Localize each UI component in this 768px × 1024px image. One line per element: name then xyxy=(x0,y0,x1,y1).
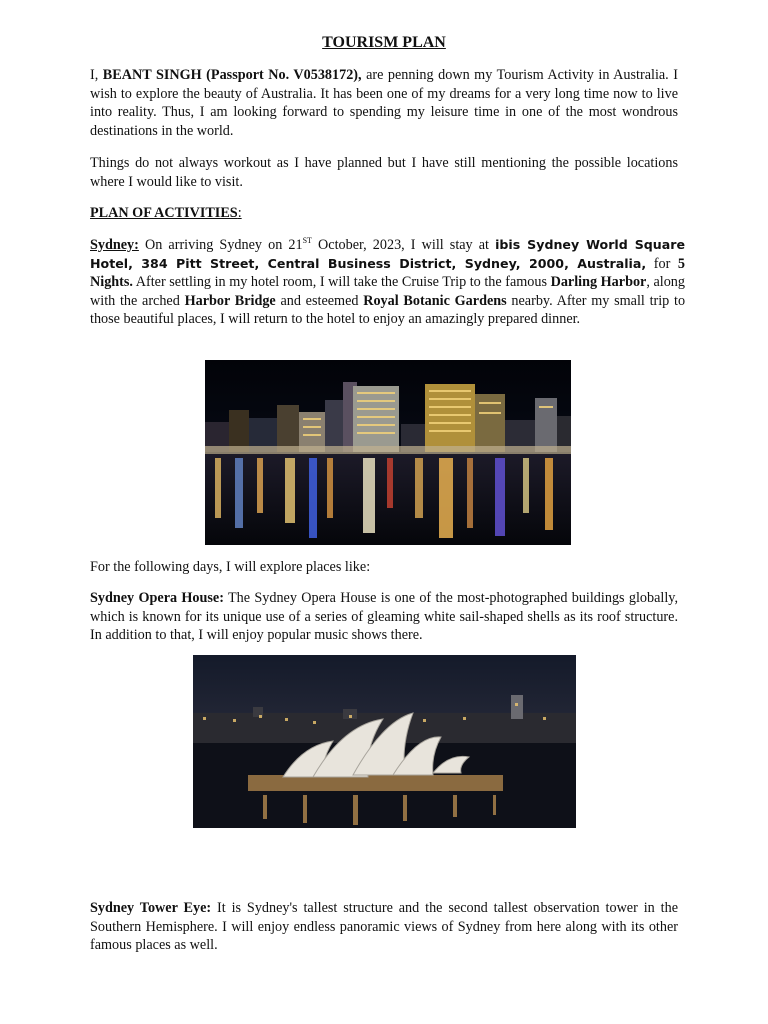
document-title: TOURISM PLAN xyxy=(322,34,446,51)
sydney-text-2: October, 2023, I will stay at xyxy=(311,237,496,253)
sydney-paragraph xyxy=(90,236,685,329)
darling-harbor: Darling Harbor xyxy=(550,274,647,290)
sydney-text-6: and esteemed xyxy=(275,292,364,309)
applicant-name: BEANT SINGH (Passport No. V0538172), xyxy=(102,67,362,83)
opera-house-label: Sydney Opera House: xyxy=(90,590,224,606)
tower-eye-paragraph xyxy=(90,899,678,955)
intro-paragraph xyxy=(90,66,678,140)
harbor-bridge: Harbor Bridge xyxy=(184,292,276,309)
plan-heading-text: PLAN OF ACTIVITIES xyxy=(90,205,238,221)
date-suffix: ST xyxy=(302,236,312,245)
hotel-address: ibis Sydney World Square Hotel, 384 Pitt Street, Central Business District, Sydney, 2000, Australia, xyxy=(90,237,685,271)
note-paragraph: Things do not always workout as I have planned but I have still mentioning the possible locations where I would like to visit. xyxy=(90,155,678,190)
sydney-text-3: for xyxy=(646,255,678,272)
intro-prefix: I, xyxy=(90,67,103,83)
sydney-text-7: nearby. After my small trip to those beautiful places, I will return to the hotel to enjoy an amazingly prepared dinner. xyxy=(90,292,686,327)
following-days-text: For the following days, I will explore places like: xyxy=(90,559,371,575)
opera-house-text: The Sydney Opera House is one of the most-photographed buildings globally, which is known for its unique use of a series of gleaming white sail-shaped shells as its roof structure. In addition to that, I will enjoy popular music shows there. xyxy=(90,590,678,643)
sydney-label: Sydney: xyxy=(90,237,139,253)
royal-botanic-gardens: Royal Botanic Gardens xyxy=(363,292,507,309)
plan-heading xyxy=(90,204,242,223)
sydney-text-5: , along with the arched xyxy=(90,274,685,309)
plan-heading-colon: : xyxy=(237,205,242,221)
sydney-text-1: On arriving Sydney on 21 xyxy=(138,237,303,253)
opera-house-photo xyxy=(193,655,576,828)
tower-eye-text: It is Sydney's tallest structure and the second tallest observation tower in the Southern Hemisphere. I will enjoy endless panoramic views of Sydney from here along with its other famous places as well. xyxy=(90,900,678,953)
intro-text: are penning down my Tourism Activity in Australia. I wish to explore the beauty of Australia. It has been one of my dreams for a very long time now to live into reality. Thus, I am looking forward to spending my leisure time in one of the most wondrous destinations in the world. xyxy=(90,67,678,139)
stay-nights: 5 Nights. xyxy=(90,255,686,290)
opera-house-paragraph xyxy=(90,589,678,645)
sydney-text-4: After settling in my hotel room, I will take the Cruise Trip to the famous xyxy=(132,274,551,290)
tower-eye-label: Sydney Tower Eye: xyxy=(90,900,212,916)
darling-harbour-photo xyxy=(205,360,571,545)
